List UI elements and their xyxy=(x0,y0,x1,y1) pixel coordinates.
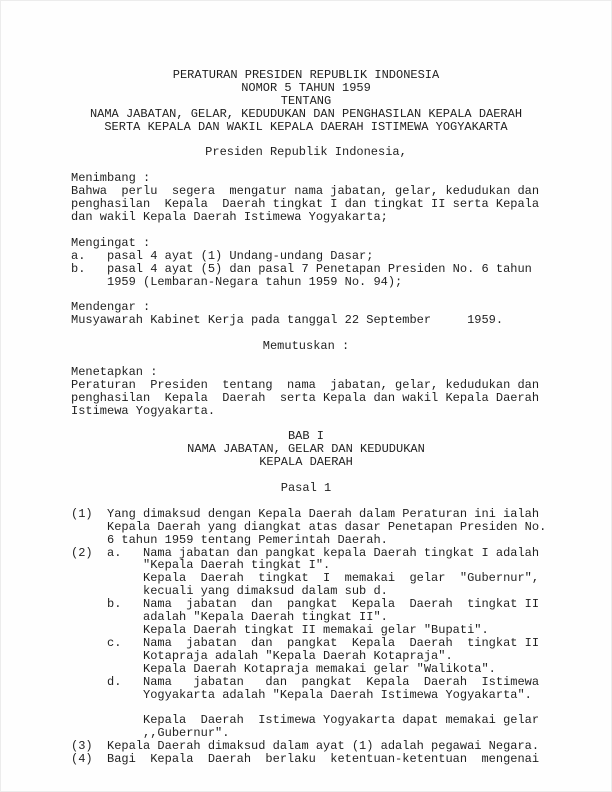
document-line: dan wakil Kepala Daerah Istimewa Yogyakarta; xyxy=(71,209,388,224)
document-line: Kepala Daerah tingkat I memakai gelar "Gubernur", xyxy=(71,571,540,586)
document-line: (4) Bagi Kepala Daerah berlaku ketentuan-ketentuan mengenai xyxy=(71,752,540,767)
document-line: Kepala Daerah Istimewa Yogyakarta dapat memakai gelar xyxy=(71,713,540,728)
document-line: penghasilan Kepala Daerah tingkat I dan tingkat II serta Kepala xyxy=(71,197,540,212)
chapter-heading: KEPALA DAERAH xyxy=(259,455,353,470)
document-line: Kotapraja adalah "Kepala Daerah Kotapraja". xyxy=(71,648,453,663)
document-line: 1959 (Lembaran-Negara tahun 1959 No. 94); xyxy=(71,274,403,289)
document-line: (1) Yang dimaksud dengan Kepala Daerah dalam Peraturan ini ialah xyxy=(71,506,540,521)
document-line: Mengingat : xyxy=(71,235,151,250)
document-line: Bahwa perlu segera mengatur nama jabatan, gelar, kedudukan dan xyxy=(71,184,540,199)
document-line: Mendengar : xyxy=(71,300,151,315)
article-heading: Pasal 1 xyxy=(280,481,332,495)
document-title-line: SERTA KEPALA DAN WAKIL KEPALA DAERAH ISTIMEWA YOGYAKARTA xyxy=(104,119,508,134)
blank-line xyxy=(71,224,541,237)
document-line: a. pasal 4 ayat (1) Undang-undang Dasar; xyxy=(71,248,374,263)
document-line: Peraturan Presiden tentang nama jabatan, gelar, kedudukan dan xyxy=(71,377,540,392)
document-line: 6 tahun 1959 tentang Pemerintah Daerah. xyxy=(71,532,388,547)
document-line: d. Nama jabatan dan pangkat Kepala Daerah Istimewa xyxy=(71,674,540,689)
document-line: Kepala Daerah tingkat II memakai gelar "Bupati". xyxy=(71,622,489,637)
document-line: ,,Gubernur". xyxy=(71,726,230,741)
document-line: kecuali yang dimaksud dalam sub d. xyxy=(71,584,388,599)
document-line: b. pasal 4 ayat (5) dan pasal 7 Penetapan Presiden No. 6 tahun xyxy=(71,261,532,276)
document-title-line: TENTANG xyxy=(280,93,332,108)
document-title-line: PERATURAN PRESIDEN REPUBLIK INDONESIA xyxy=(172,68,440,82)
document-line: (2) a. Nama jabatan dan pangkat kepala Daerah tingkat I adalah xyxy=(71,545,540,560)
document-line: Musyawarah Kabinet Kerja pada tanggal 22 September 1959. xyxy=(71,313,504,328)
document-line: (3) Kepala Daerah dimaksud dalam ayat (1) adalah pegawai Negara. xyxy=(71,739,540,754)
document-line: b. Nama jabatan dan pangkat Kepala Daerah tingkat II xyxy=(71,597,540,612)
chapter-heading: NAMA JABATAN, GELAR DAN KEDUDUKAN xyxy=(187,442,425,457)
document-title-line: NOMOR 5 TAHUN 1959 xyxy=(241,80,371,95)
document-title-line: NAMA JABATAN, GELAR, KEDUDUKAN DAN PENGHASILAN KEPALA DAERAH xyxy=(89,106,523,121)
document-line: Yogyakarta adalah "Kepala Daerah Istimewa Yogyakarta". xyxy=(71,687,532,702)
document-line: Kepala Daerah Kotapraja memakai gelar "Walikota". xyxy=(71,661,496,676)
document-line: c. Nama jabatan dan pangkat Kepala Daerah tingkat II xyxy=(71,635,540,650)
document-line: adalah "Kepala Daerah tingkat II". xyxy=(71,610,388,625)
document-line: Istimewa Yogyakarta. xyxy=(71,403,216,418)
document-line: Menetapkan : xyxy=(71,364,158,379)
document-line: "Kepala Daerah tingkat I". xyxy=(71,558,331,573)
document-line: Menimbang : xyxy=(71,171,151,186)
document-subtitle-line: Presiden Republik Indonesia, xyxy=(205,145,407,160)
document-body xyxy=(71,68,547,767)
document-line: Kepala Daerah yang diangkat atas dasar Penetapan Presiden No. xyxy=(71,519,547,534)
blank-line xyxy=(71,495,541,508)
blank-line xyxy=(71,353,541,366)
document-line: penghasilan Kepala Daerah serta Kepala dan wakil Kepala Daerah xyxy=(71,390,540,405)
chapter-heading: BAB I xyxy=(287,429,324,444)
document-section-heading: Memutuskan : xyxy=(262,339,350,354)
